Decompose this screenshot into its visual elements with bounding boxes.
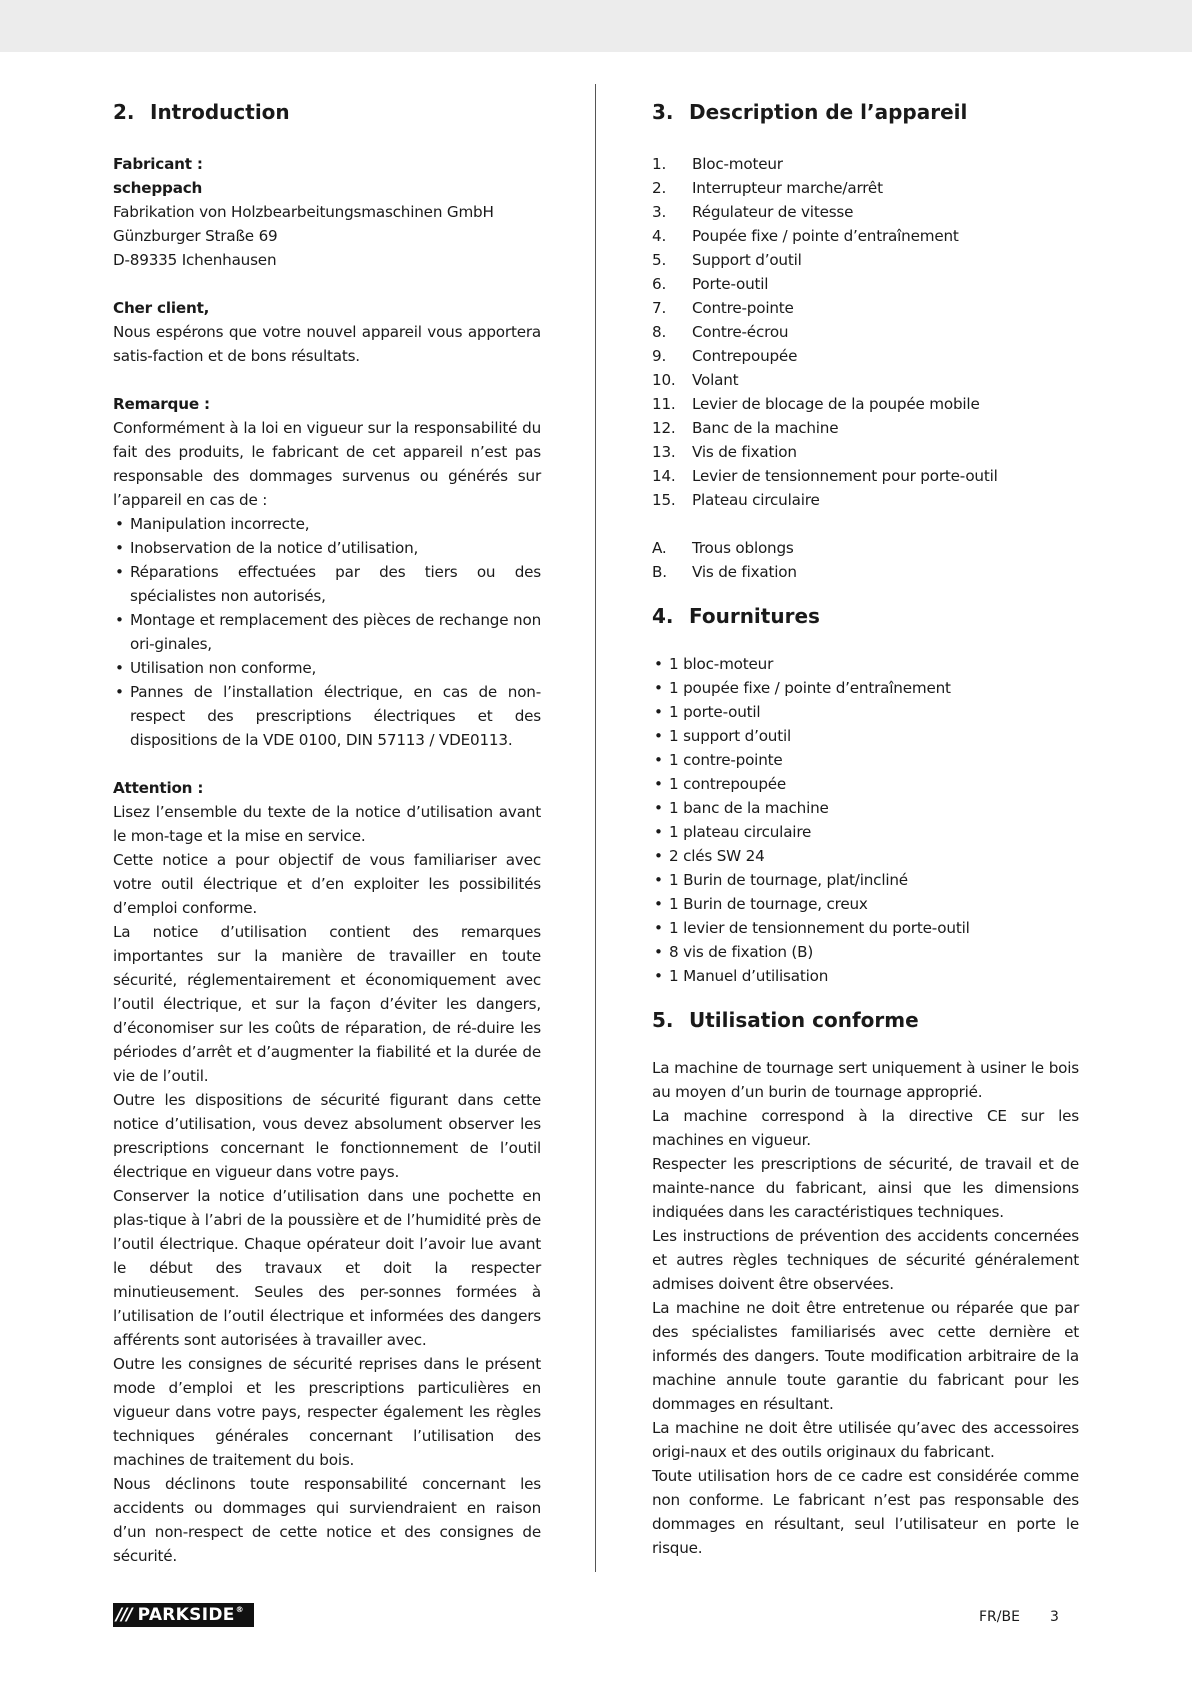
- attention-block: [113, 776, 541, 1568]
- list-item: 7. Contre-pointe: [652, 299, 794, 317]
- list-item: 4. Poupée fixe / pointe d’entraînement: [652, 227, 959, 245]
- list-item: 14. Levier de tensionnement pour porte-outil: [652, 467, 998, 485]
- manufacturer-line: Fabrikation von Holzbearbeitungsmaschinen GmbH: [113, 203, 494, 221]
- section-heading-introduction: 2. Introduction: [113, 100, 290, 124]
- usage-paragraph: La machine ne doit être utilisée qu’avec des accessoires origi-naux et des outils originaux du fabricant.: [652, 1419, 1079, 1461]
- manufacturer-line: Günzburger Straße 69: [113, 227, 278, 245]
- usage-paragraph: La machine correspond à la directive CE sur les machines en vigueur.: [652, 1107, 1079, 1149]
- attention-paragraph: Nous déclinons toute responsabilité concernant les accidents ou dommages qui surviendraient en raison d’un non-respect de cette notice et des consignes de sécurité.: [113, 1475, 541, 1565]
- supplies-list: [652, 652, 1079, 988]
- manufacturer-block: [113, 152, 541, 272]
- usage-paragraph: Toute utilisation hors de ce cadre est considérée comme non conforme. Le fabricant n’est pas responsable des dommages en résultant, seul l’utilisateur en porte le risque.: [652, 1467, 1079, 1557]
- logo-slashes: ///: [116, 1605, 132, 1625]
- list-item: A. Trous oblongs: [652, 539, 794, 557]
- list-item: • 1 Manuel d’utilisation: [652, 964, 1079, 988]
- logo-text: PARKSIDE: [137, 1605, 235, 1625]
- list-item: • 1 support d’outil: [652, 724, 1079, 748]
- list-item: 2. Interrupteur marche/arrêt: [652, 179, 883, 197]
- section-heading-usage: 5. Utilisation conforme: [652, 1008, 919, 1032]
- section-heading-supplies: 4. Fournitures: [652, 604, 820, 628]
- list-item: 15. Plateau circulaire: [652, 491, 820, 509]
- list-item: • 8 vis de fixation (B): [652, 940, 1079, 964]
- list-item: • Pannes de l’installation électrique, en cas de non-respect des prescriptions électriques et des dispositions de la VDE 0100, DIN 57113 / VDE0113.: [113, 680, 541, 752]
- manufacturer-label: Fabricant :: [113, 155, 203, 173]
- list-item: • Utilisation non conforme,: [113, 656, 541, 680]
- attention-paragraph: La notice d’utilisation contient des remarques importantes sur la manière de travailler en toute sécurité, réglementairement et économiquement avec l’outil électrique, et sur la façon d’éviter les dangers, d’économiser sur les coûts de réparation, de ré-duire les périodes d’arrêt et d’augmenter la fiabilité et la durée de vie de l’outil.: [113, 923, 541, 1085]
- attention-paragraph: Lisez l’ensemble du texte de la notice d’utilisation avant le mon-tage et la mise en service.: [113, 803, 541, 845]
- locale-label: FR/BE: [979, 1609, 1020, 1625]
- usage-paragraph: Les instructions de prévention des accidents concernées et autres règles techniques de sécurité généralement admises doivent être observées.: [652, 1227, 1079, 1293]
- usage-paragraph: La machine ne doit être entretenue ou réparée que par des spécialistes familiarisés avec cette dernière et informés des dangers. Toute modification arbitraire de la machine annule toute garantie du fabricant pour les dommages en résultant.: [652, 1299, 1079, 1413]
- list-item: • 1 contre-pointe: [652, 748, 1079, 772]
- list-item: 8. Contre-écrou: [652, 323, 789, 341]
- usage-paragraph: La machine de tournage sert uniquement à usiner le bois au moyen d’un burin de tournage approprié.: [652, 1059, 1079, 1101]
- list-item: 3. Régulateur de vitesse: [652, 203, 854, 221]
- list-item: • 1 poupée fixe / pointe d’entraînement: [652, 676, 1079, 700]
- list-item: • 1 plateau circulaire: [652, 820, 1079, 844]
- list-item: 10. Volant: [652, 371, 739, 389]
- remark-text: Conformément à la loi en vigueur sur la responsabilité du fait des produits, le fabricant de cet appareil n’est pas responsable des dommages survenus ou générés sur l’appareil en cas de :: [113, 419, 541, 509]
- list-item: • 1 Burin de tournage, plat/incliné: [652, 868, 1079, 892]
- right-column: [652, 98, 1079, 1560]
- left-column: [113, 98, 541, 1568]
- attention-paragraph: Outre les consignes de sécurité reprises dans le présent mode d’emploi et les prescriptions particulières en vigueur dans votre pays, respecter également les règles techniques générales concernant l’utilisation des machines de traitement du bois.: [113, 1355, 541, 1469]
- list-item: • 1 porte-outil: [652, 700, 1079, 724]
- manufacturer-line: D-89335 Ichenhausen: [113, 251, 277, 269]
- section-heading-description: 3. Description de l’appareil: [652, 100, 968, 124]
- list-item: 1. Bloc-moteur: [652, 155, 783, 173]
- remark-block: [113, 392, 541, 752]
- list-item: • 1 contrepoupée: [652, 772, 1079, 796]
- parkside-logo: [113, 1603, 254, 1627]
- letter-list: [652, 536, 1079, 584]
- attention-label: Attention :: [113, 779, 204, 797]
- client-text: Nous espérons que votre nouvel appareil vous apportera satis-faction et de bons résultats.: [113, 323, 541, 365]
- list-item: • Réparations effectuées par des tiers ou des spécialistes non autorisés,: [113, 560, 541, 608]
- logo-registered-mark: ®: [235, 1605, 244, 1614]
- parts-list: [652, 152, 1079, 512]
- list-item: • Inobservation de la notice d’utilisation,: [113, 536, 541, 560]
- list-item: • 1 banc de la machine: [652, 796, 1079, 820]
- list-item: • 1 Burin de tournage, creux: [652, 892, 1079, 916]
- list-item: 12. Banc de la machine: [652, 419, 839, 437]
- list-item: 5. Support d’outil: [652, 251, 802, 269]
- column-divider: [595, 84, 596, 1572]
- list-item: 9. Contrepoupée: [652, 347, 798, 365]
- list-item: • Manipulation incorrecte,: [113, 512, 541, 536]
- attention-paragraph: Outre les dispositions de sécurité figurant dans cette notice d’utilisation, vous devez absolument observer les prescriptions concernant le fonctionnement de l’outil électrique en vigueur dans votre pays.: [113, 1091, 541, 1181]
- list-item: B. Vis de fixation: [652, 563, 797, 581]
- list-item: 6. Porte-outil: [652, 275, 769, 293]
- list-item: 11. Levier de blocage de la poupée mobile: [652, 395, 980, 413]
- remark-label: Remarque :: [113, 395, 210, 413]
- client-block: [113, 296, 541, 368]
- page-footer: [979, 1608, 1059, 1626]
- list-item: • 1 levier de tensionnement du porte-outil: [652, 916, 1079, 940]
- list-item: • 2 clés SW 24: [652, 844, 1079, 868]
- usage-block: [652, 1056, 1079, 1560]
- usage-paragraph: Respecter les prescriptions de sécurité, de travail et de mainte-nance du fabricant, ainsi que les dimensions indiquées dans les caractéristiques techniques.: [652, 1155, 1079, 1221]
- list-item: • Montage et remplacement des pièces de rechange non ori-ginales,: [113, 608, 541, 656]
- viewer-top-bar: [0, 0, 1192, 52]
- manufacturer-name: scheppach: [113, 179, 203, 197]
- list-item: • 1 bloc-moteur: [652, 652, 1079, 676]
- client-label: Cher client,: [113, 299, 210, 317]
- list-item: 13. Vis de fixation: [652, 443, 797, 461]
- attention-paragraph: Conserver la notice d’utilisation dans une pochette en plas-tique à l’abri de la poussière et de l’humidité près de l’outil électrique. Chaque opérateur doit l’avoir lue avant le début des travaux et doit la respecter minutieusement. Seules des per-sonnes formées à l’utilisation de l’outil électrique et informées des dangers afférents sont autorisées à travailler avec.: [113, 1187, 541, 1349]
- attention-paragraph: Cette notice a pour objectif de vous familiariser avec votre outil électrique et d’en exploiter les possibilités d’emploi conforme.: [113, 851, 541, 917]
- page-number: 3: [1049, 1609, 1059, 1625]
- remark-list: [113, 512, 541, 752]
